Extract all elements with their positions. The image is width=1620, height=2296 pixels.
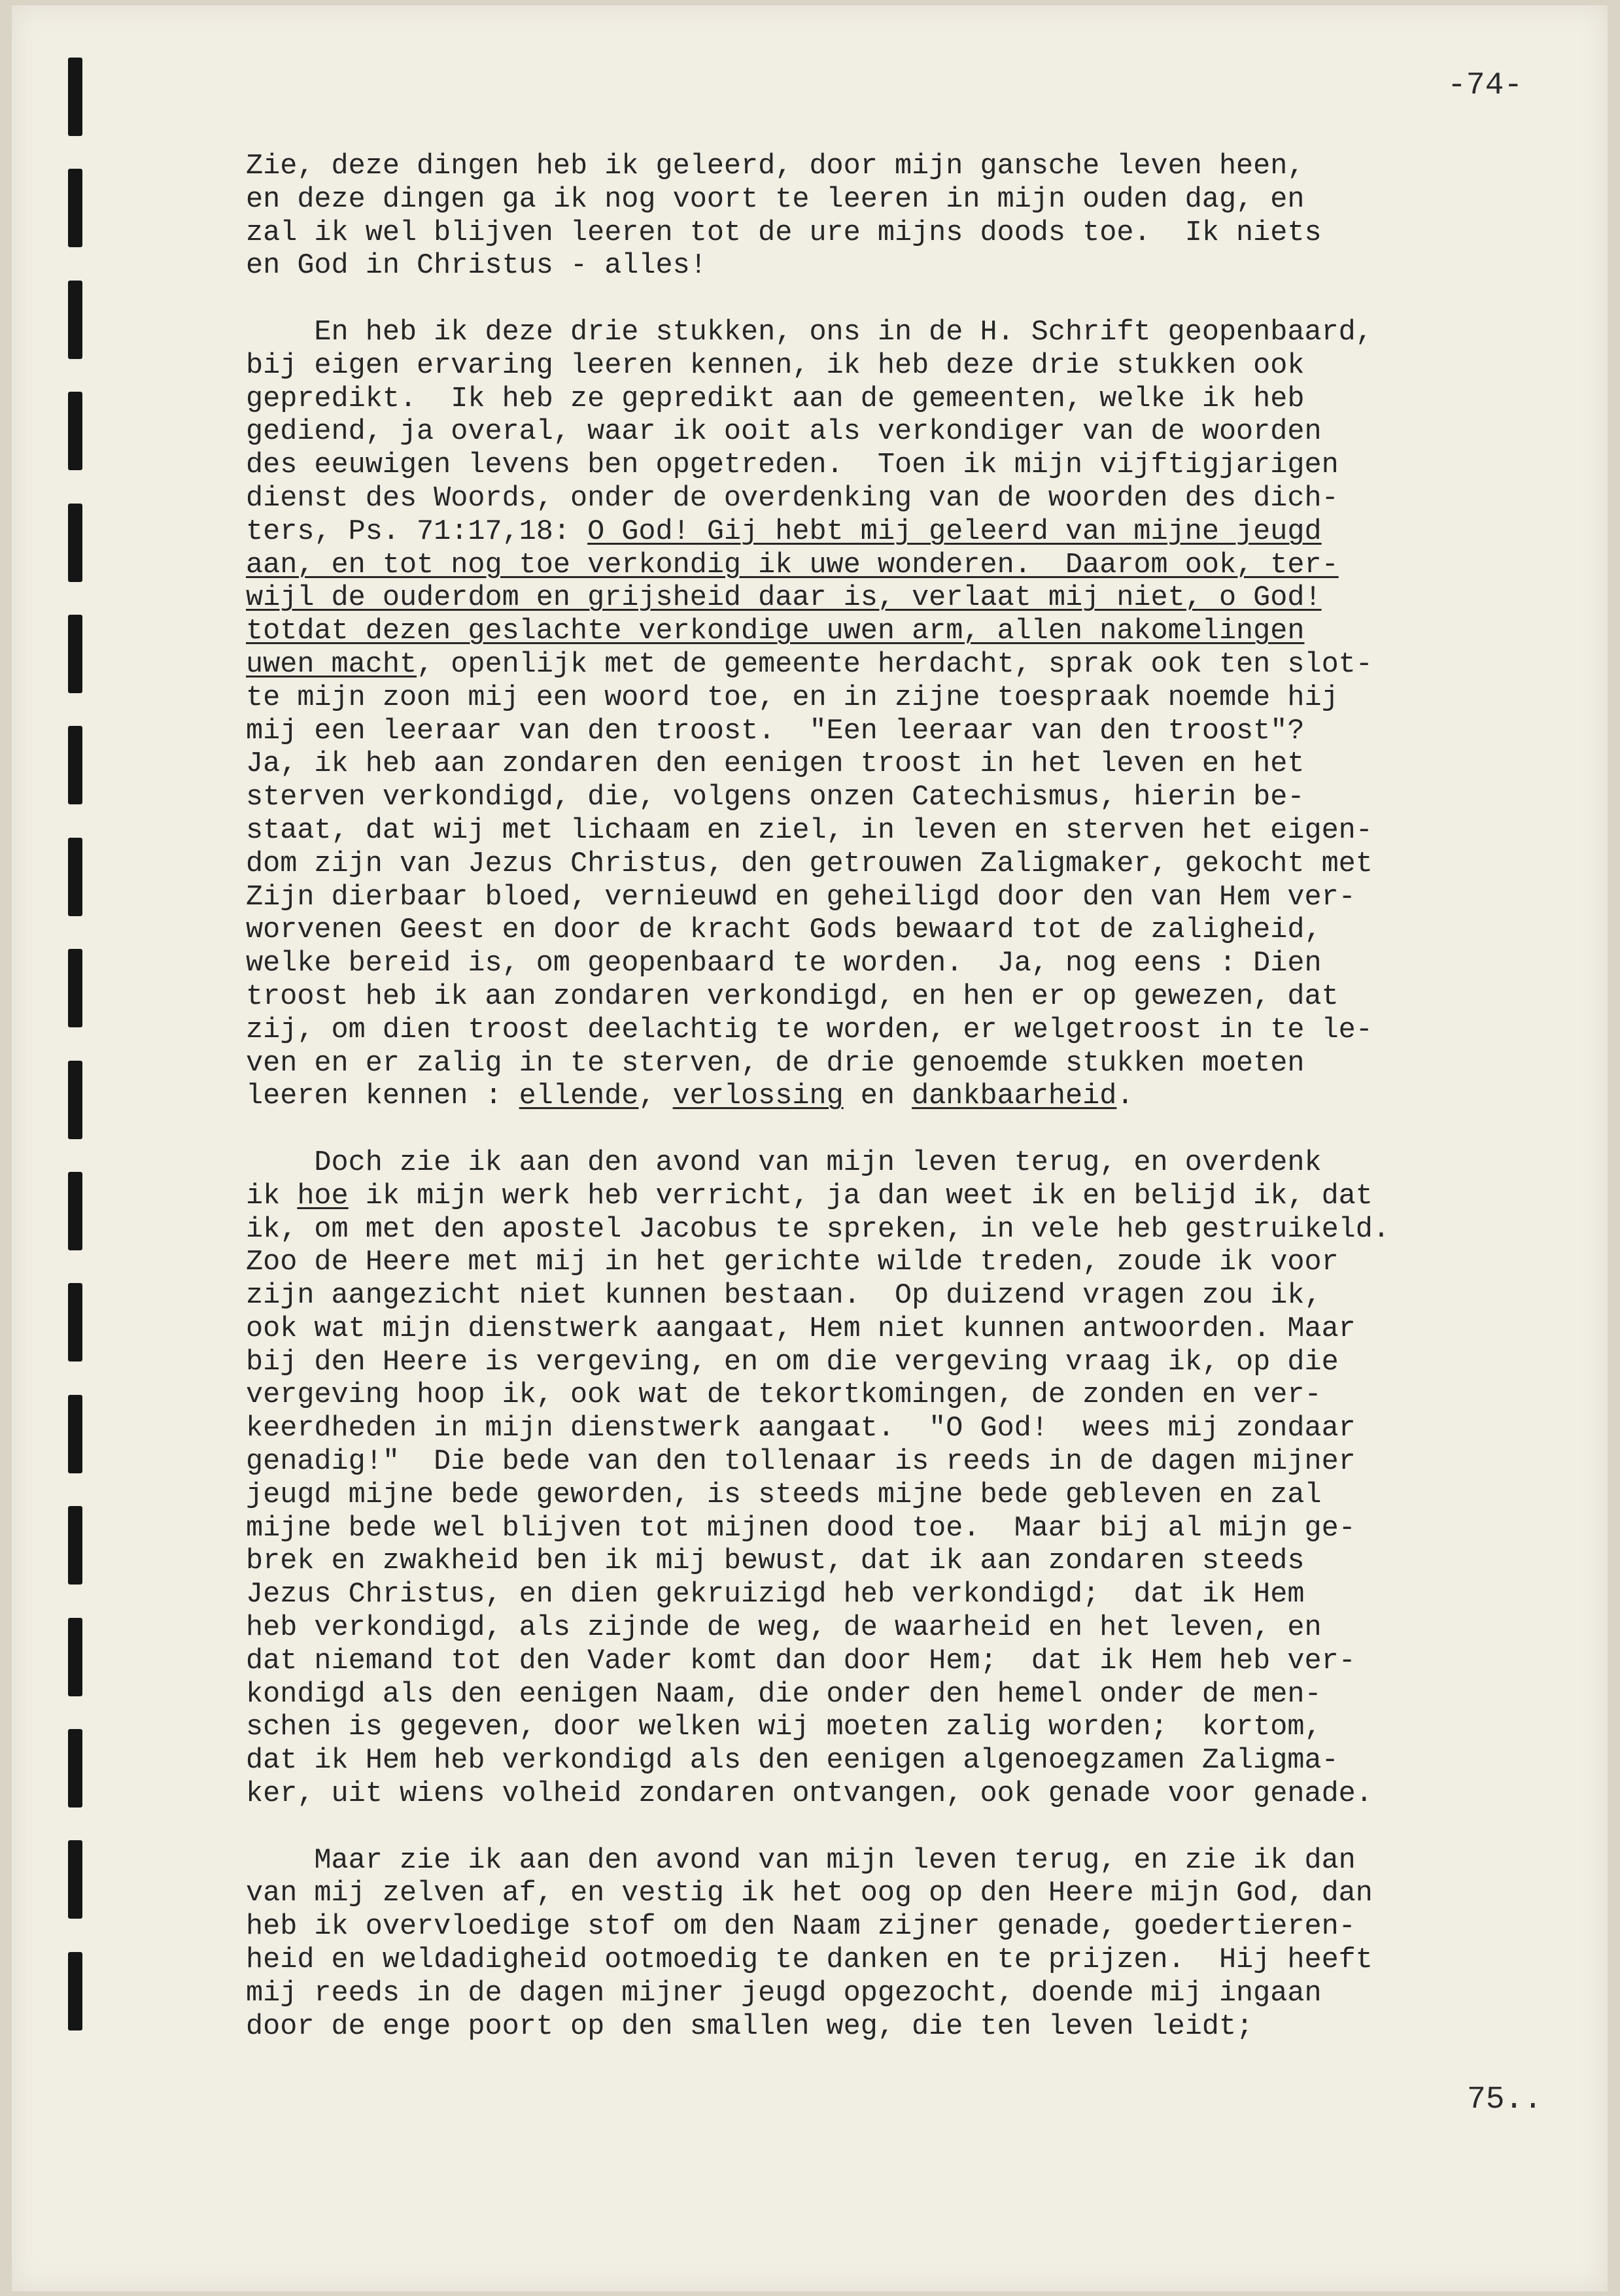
text-line [246, 715, 1574, 749]
text-line [246, 1446, 1574, 1479]
binding-hole [68, 504, 82, 582]
text-segment: mij een leeraar van den troost. "Een leeraar van den troost"? [246, 715, 1305, 747]
text-line [246, 615, 1574, 649]
binding-hole [68, 1395, 82, 1473]
text-segment: . [1116, 1080, 1134, 1113]
text-line [246, 1280, 1574, 1313]
text-line [246, 1379, 1574, 1413]
binding-hole [68, 615, 82, 693]
text-segment: jeugd mijne bede geworden, is steeds mijne bede gebleven en zal [246, 1479, 1322, 1511]
text-segment: dom zijn van Jezus Christus, den getrouwen Zaligmaker, gekocht met [246, 848, 1373, 880]
underlined-text: dankbaarheid [912, 1080, 1117, 1113]
text-line [246, 449, 1574, 483]
text-segment: ook wat mijn dienstwerk aangaat, Hem niet kunnen antwoorden. Maar [246, 1312, 1356, 1345]
text-segment: gediend, ja overal, waar ik ooit als verkondiger van de woorden [246, 416, 1322, 449]
text-line [246, 1413, 1574, 1446]
text-segment: ik [246, 1180, 298, 1212]
text-segment: dat ik Hem heb verkondigd als den eenigen algenoegzamen Zaligma- [246, 1745, 1339, 1777]
next-page-marker: 75.. [1467, 2082, 1543, 2117]
text-segment: dienst des Woords, onder de overdenking van de woorden des dich- [246, 482, 1339, 515]
text-segment: en God in Christus - alles! [246, 250, 707, 283]
text-line [246, 1877, 1574, 1911]
paragraph-gap [246, 1811, 1574, 1845]
binding-hole [68, 1618, 82, 1696]
text-segment: dat niemand tot den Vader komt dan door Hem; dat ik Hem heb ver- [246, 1645, 1356, 1677]
text-line [246, 1911, 1574, 1944]
text-line [246, 150, 1574, 184]
text-segment: heb verkondigd, als zijnde de weg, de waarheid en het leven, en [246, 1612, 1322, 1645]
text-line [246, 781, 1574, 815]
text-segment: heb ik overvloedige stof om den Naam zijner genade, goedertieren- [246, 1911, 1356, 1944]
binding-hole [68, 1172, 82, 1250]
text-line [246, 1545, 1574, 1579]
text-line [246, 682, 1574, 715]
text-line [246, 1346, 1574, 1380]
text-segment: keerdheden in mijn dienstwerk aangaat. "O God! wees mij zondaar [246, 1413, 1356, 1445]
text-line [246, 748, 1574, 781]
text-segment: ven en er zalig in te sterven, de drie genoemde stukken moeten [246, 1047, 1305, 1080]
text-line [246, 2011, 1574, 2044]
text-line [246, 948, 1574, 981]
text-segment: vergeving hoop ik, ook wat de tekortkomingen, de zonden en ver- [246, 1379, 1322, 1412]
text-line [246, 1745, 1574, 1778]
body-text [246, 150, 1574, 2044]
binding-hole [68, 726, 82, 804]
binding-hole [68, 1061, 82, 1139]
paragraph [246, 1845, 1574, 2044]
text-line [246, 416, 1574, 449]
text-line [246, 914, 1574, 948]
text-segment: door de enge poort op den smallen weg, die ten leven leidt; [246, 2010, 1254, 2043]
text-segment: zij, om dien troost deelachtig te worden, er welgetroost in te le- [246, 1014, 1373, 1046]
underlined-text: verlossing [672, 1080, 844, 1113]
text-segment: , openlijk met de gemeente herdacht, sprak ook ten slot- [417, 648, 1373, 681]
text-segment: troost heb ik aan zondaren verkondigd, en hen er op gewezen, dat [246, 980, 1339, 1013]
binding-hole [68, 281, 82, 359]
text-segment: des eeuwigen levens ben opgetreden. Toen ik mijn vijftigjarigen [246, 449, 1339, 482]
text-segment: te mijn zoon mij een woord toe, en in zijne toespraak noemde hij [246, 681, 1339, 714]
paragraph-gap [246, 283, 1574, 317]
underlined-text: hoe [297, 1180, 349, 1212]
text-segment: brek en zwakheid ben ik mij bewust, dat ik aan zondaren steeds [246, 1545, 1305, 1578]
text-line [246, 317, 1574, 350]
typescript-page [12, 5, 1608, 2291]
text-line [246, 582, 1574, 615]
text-segment: ik, om met den apostel Jacobus te spreken, in vele heb gestruikeld. [246, 1213, 1390, 1246]
text-line [246, 217, 1574, 250]
text-line [246, 1080, 1574, 1114]
text-line [246, 1645, 1574, 1679]
text-segment: van mij zelven af, en vestig ik het oog op den Heere mijn God, dan [246, 1877, 1373, 1910]
text-line [246, 383, 1574, 417]
text-segment: kondigd als den eenigen Naam, die onder den hemel onder de men- [246, 1678, 1322, 1711]
text-segment: gepredikt. Ik heb ze gepredikt aan de gemeenten, welke ik heb [246, 383, 1305, 415]
text-segment: ik mijn werk heb verricht, ja dan weet ik en belijd ik, dat [348, 1180, 1373, 1212]
binding-hole [68, 1952, 82, 2030]
text-line [246, 1679, 1574, 1712]
text-line [246, 1479, 1574, 1513]
text-line [246, 981, 1574, 1014]
binding-hole [68, 1506, 82, 1585]
text-line [246, 649, 1574, 682]
text-segment: zal ik wel blijven leeren tot de ure mijns doods toe. Ik niets [246, 216, 1322, 249]
text-segment: Jezus Christus, en dien gekruizigd heb verkondigd; dat ik Hem [246, 1579, 1305, 1611]
text-segment: Zijn dierbaar bloed, vernieuwd en geheiligd door den van Hem ver- [246, 881, 1356, 914]
text-segment: en deze dingen ga ik nog voort te leeren in mijn ouden dag, en [246, 183, 1305, 216]
text-line [246, 1246, 1574, 1280]
text-line [246, 549, 1574, 583]
text-line [246, 1579, 1574, 1612]
text-segment: ters, Ps. 71:17,18: [246, 515, 588, 548]
text-segment: zijn aangezicht niet kunnen bestaan. Op duizend vragen zou ik, [246, 1280, 1322, 1312]
binding-hole [68, 392, 82, 470]
paragraph [246, 150, 1574, 283]
text-segment: mij reeds in de dagen mijner jeugd opgezocht, doende mij ingaan [246, 1977, 1322, 2010]
underlined-text: uwen macht [246, 648, 417, 681]
text-line [246, 1180, 1574, 1214]
text-line [246, 516, 1574, 549]
paragraph-gap [246, 1114, 1574, 1147]
text-segment: Zoo de Heere met mij in het gerichte wilde treden, zoude ik voor [246, 1246, 1339, 1279]
page-number: -74- [1447, 68, 1523, 103]
text-segment: sterven verkondigd, die, volgens onzen Catechismus, hierin be- [246, 781, 1305, 814]
text-line [246, 848, 1574, 882]
text-segment: En heb ik deze drie stukken, ons in de H. Schrift geopenbaard, [246, 316, 1373, 349]
text-line [246, 1944, 1574, 1978]
text-segment: ker, uit wiens volheid zondaren ontvangen, ook genade voor genade. [246, 1778, 1373, 1811]
text-line [246, 815, 1574, 848]
text-segment: heid en weldadigheid ootmoedig te danken en te prijzen. Hij heeft [246, 1944, 1373, 1977]
text-line [246, 350, 1574, 383]
text-segment: bij eigen ervaring leeren kennen, ik heb deze drie stukken ook [246, 349, 1305, 382]
text-line [246, 882, 1574, 915]
underlined-text: wijl de ouderdom en grijsheid daar is, verlaat mij niet, o God! [246, 582, 1322, 615]
text-segment: en [843, 1080, 912, 1113]
paragraph [246, 1147, 1574, 1811]
text-segment: staat, dat wij met lichaam en ziel, in leven en sterven het eigen- [246, 814, 1373, 847]
text-segment: worvenen Geest en door de kracht Gods bewaard tot de zaligheid, [246, 914, 1322, 947]
text-line [246, 1214, 1574, 1247]
text-segment: Doch zie ik aan den avond van mijn leven terug, en overdenk [246, 1146, 1322, 1179]
binding-hole [68, 169, 82, 247]
text-segment: Zie, deze dingen heb ik geleerd, door mijn gansche leven heen, [246, 150, 1305, 182]
text-line [246, 1711, 1574, 1745]
text-line [246, 1612, 1574, 1645]
text-segment: Maar zie ik aan den avond van mijn leven terug, en zie ik dan [246, 1844, 1356, 1877]
underlined-text: aan, en tot nog toe verkondig ik uwe wonderen. Daarom ook, ter- [246, 549, 1339, 581]
binding-hole [68, 1840, 82, 1919]
text-line [246, 184, 1574, 217]
underlined-text: ellende [519, 1080, 639, 1113]
text-segment: welke bereid is, om geopenbaard te worden. Ja, nog eens : Dien [246, 948, 1322, 980]
binding-hole [68, 838, 82, 916]
text-line [246, 1778, 1574, 1811]
text-segment: mijne bede wel blijven tot mijnen dood toe. Maar bij al mijn ge- [246, 1512, 1356, 1545]
binding-hole [68, 58, 82, 136]
text-segment: Ja, ik heb aan zondaren den eenigen troost in het leven en het [246, 748, 1305, 781]
underlined-text: O God! Gij hebt mij geleerd van mijne jeugd [587, 515, 1322, 548]
text-line [246, 483, 1574, 516]
text-segment: bij den Heere is vergeving, en om die vergeving vraag ik, op die [246, 1346, 1339, 1379]
text-segment: , [638, 1080, 673, 1113]
binding-hole [68, 1729, 82, 1808]
text-line [246, 1845, 1574, 1878]
text-segment: genadig!" Die bede van den tollenaar is reeds in de dagen mijner [246, 1446, 1356, 1479]
text-segment: schen is gegeven, door welken wij moeten zalig worden; kortom, [246, 1711, 1322, 1744]
text-segment: leeren kennen : [246, 1080, 519, 1113]
binding-hole [68, 949, 82, 1027]
text-line [246, 250, 1574, 283]
text-line [246, 1014, 1574, 1048]
underlined-text: totdat dezen geslachte verkondige uwen arm, allen nakomelingen [246, 615, 1305, 648]
text-line [246, 1313, 1574, 1346]
text-line [246, 1978, 1574, 2011]
binding-holes [12, 5, 90, 2291]
binding-hole [68, 1283, 82, 1362]
text-line [246, 1147, 1574, 1180]
text-line [246, 1048, 1574, 1081]
paragraph [246, 317, 1574, 1114]
text-line [246, 1513, 1574, 1546]
